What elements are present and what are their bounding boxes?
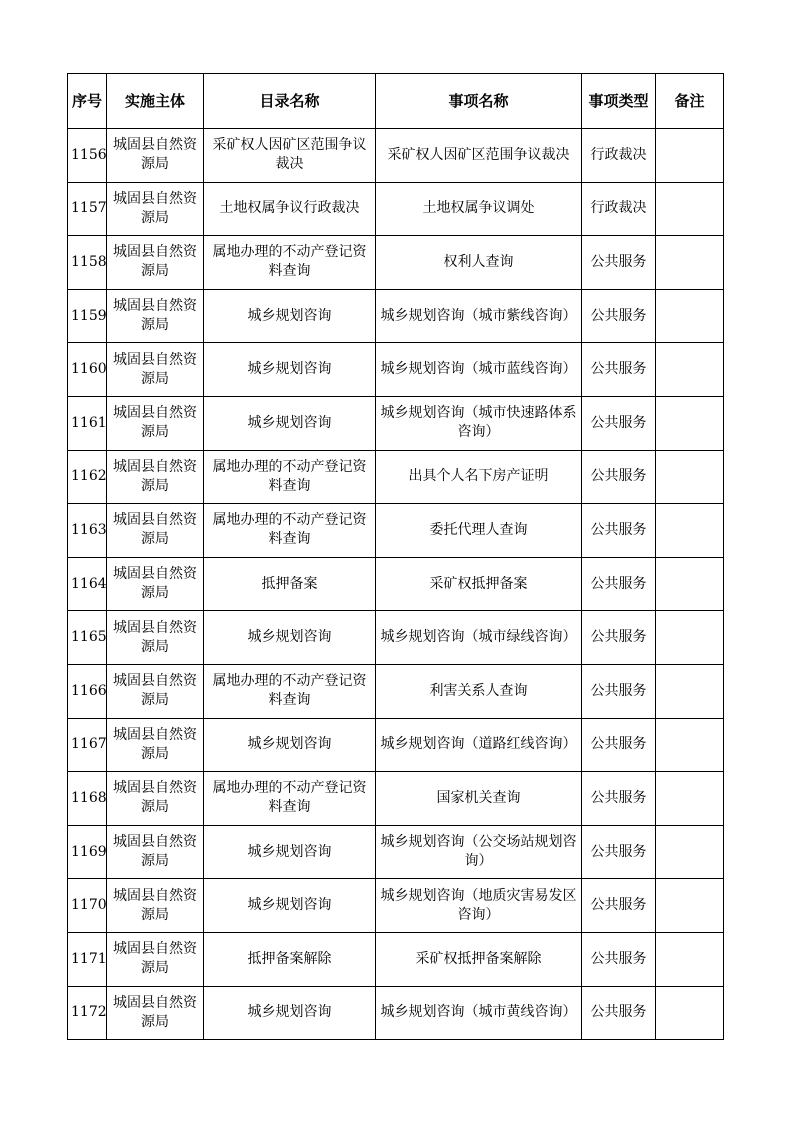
- cell-catalog: 抵押备案: [204, 557, 376, 611]
- cell-entity: 城固县自然资源局: [107, 986, 204, 1040]
- table-row: [68, 772, 724, 826]
- cell-note: [656, 772, 724, 826]
- table-row: [68, 825, 724, 879]
- cell-entity: 城固县自然资源局: [107, 718, 204, 772]
- cell-entity: 城固县自然资源局: [107, 289, 204, 343]
- cell-seq: 1166: [68, 664, 107, 718]
- cell-entity: 城固县自然资源局: [107, 396, 204, 450]
- cell-seq: 1172: [68, 986, 107, 1040]
- cell-entity: 城固县自然资源局: [107, 772, 204, 826]
- header-row: [68, 74, 724, 129]
- table-body: [68, 129, 724, 1040]
- cell-seq: 1164: [68, 557, 107, 611]
- cell-catalog: 城乡规划咨询: [204, 879, 376, 933]
- cell-catalog: 属地办理的不动产登记资料查询: [204, 236, 376, 290]
- cell-item: 城乡规划咨询（城市蓝线咨询）: [376, 343, 582, 397]
- header-catalog: 目录名称: [204, 74, 376, 129]
- cell-note: [656, 289, 724, 343]
- cell-note: [656, 557, 724, 611]
- cell-catalog: 属地办理的不动产登记资料查询: [204, 504, 376, 558]
- cell-catalog: 城乡规划咨询: [204, 396, 376, 450]
- cell-item: 城乡规划咨询（城市黄线咨询）: [376, 986, 582, 1040]
- table-row: [68, 557, 724, 611]
- cell-type: 公共服务: [582, 825, 656, 879]
- cell-type: 公共服务: [582, 557, 656, 611]
- table-row: [68, 396, 724, 450]
- header-entity: 实施主体: [107, 74, 204, 129]
- cell-note: [656, 236, 724, 290]
- cell-catalog: 属地办理的不动产登记资料查询: [204, 664, 376, 718]
- table-row: [68, 289, 724, 343]
- cell-type: 行政裁决: [582, 129, 656, 183]
- cell-entity: 城固县自然资源局: [107, 182, 204, 236]
- header-item: 事项名称: [376, 74, 582, 129]
- cell-item: 城乡规划咨询（公交场站规划咨询）: [376, 825, 582, 879]
- cell-type: 行政裁决: [582, 182, 656, 236]
- cell-entity: 城固县自然资源局: [107, 611, 204, 665]
- table-row: [68, 932, 724, 986]
- cell-entity: 城固县自然资源局: [107, 504, 204, 558]
- cell-item: 城乡规划咨询（城市快速路体系咨询）: [376, 396, 582, 450]
- cell-item: 采矿权人因矿区范围争议裁决: [376, 129, 582, 183]
- cell-note: [656, 611, 724, 665]
- header-note: 备注: [656, 74, 724, 129]
- cell-entity: 城固县自然资源局: [107, 129, 204, 183]
- cell-entity: 城固县自然资源局: [107, 664, 204, 718]
- header-type: 事项类型: [582, 74, 656, 129]
- cell-item: 权利人查询: [376, 236, 582, 290]
- cell-type: 公共服务: [582, 504, 656, 558]
- cell-item: 采矿权抵押备案解除: [376, 932, 582, 986]
- cell-item: 城乡规划咨询（城市绿线咨询）: [376, 611, 582, 665]
- cell-entity: 城固县自然资源局: [107, 450, 204, 504]
- table-row: [68, 718, 724, 772]
- cell-catalog: 城乡规划咨询: [204, 825, 376, 879]
- cell-seq: 1157: [68, 182, 107, 236]
- cell-entity: 城固县自然资源局: [107, 879, 204, 933]
- cell-entity: 城固县自然资源局: [107, 343, 204, 397]
- cell-type: 公共服务: [582, 772, 656, 826]
- matters-table: [67, 73, 724, 1040]
- cell-seq: 1162: [68, 450, 107, 504]
- cell-seq: 1158: [68, 236, 107, 290]
- cell-seq: 1163: [68, 504, 107, 558]
- cell-seq: 1156: [68, 129, 107, 183]
- cell-note: [656, 664, 724, 718]
- table-row: [68, 664, 724, 718]
- cell-note: [656, 986, 724, 1040]
- cell-type: 公共服务: [582, 611, 656, 665]
- cell-type: 公共服务: [582, 879, 656, 933]
- cell-seq: 1168: [68, 772, 107, 826]
- cell-catalog: 城乡规划咨询: [204, 718, 376, 772]
- table-row: [68, 879, 724, 933]
- cell-type: 公共服务: [582, 932, 656, 986]
- table-row: [68, 450, 724, 504]
- cell-catalog: 城乡规划咨询: [204, 289, 376, 343]
- cell-seq: 1161: [68, 396, 107, 450]
- cell-item: 国家机关查询: [376, 772, 582, 826]
- cell-note: [656, 450, 724, 504]
- cell-type: 公共服务: [582, 986, 656, 1040]
- cell-item: 城乡规划咨询（地质灾害易发区咨询）: [376, 879, 582, 933]
- cell-catalog: 属地办理的不动产登记资料查询: [204, 450, 376, 504]
- cell-type: 公共服务: [582, 450, 656, 504]
- cell-seq: 1165: [68, 611, 107, 665]
- cell-item: 出具个人名下房产证明: [376, 450, 582, 504]
- cell-item: 土地权属争议调处: [376, 182, 582, 236]
- cell-catalog: 抵押备案解除: [204, 932, 376, 986]
- table-row: [68, 504, 724, 558]
- cell-type: 公共服务: [582, 664, 656, 718]
- table-row: [68, 343, 724, 397]
- cell-catalog: 土地权属争议行政裁决: [204, 182, 376, 236]
- cell-item: 委托代理人查询: [376, 504, 582, 558]
- cell-seq: 1169: [68, 825, 107, 879]
- cell-catalog: 城乡规划咨询: [204, 986, 376, 1040]
- cell-note: [656, 932, 724, 986]
- table-row: [68, 611, 724, 665]
- cell-type: 公共服务: [582, 718, 656, 772]
- cell-entity: 城固县自然资源局: [107, 932, 204, 986]
- cell-item: 城乡规划咨询（道路红线咨询）: [376, 718, 582, 772]
- cell-catalog: 城乡规划咨询: [204, 343, 376, 397]
- table-row: [68, 129, 724, 183]
- cell-note: [656, 825, 724, 879]
- cell-seq: 1170: [68, 879, 107, 933]
- cell-note: [656, 879, 724, 933]
- table-row: [68, 236, 724, 290]
- cell-entity: 城固县自然资源局: [107, 557, 204, 611]
- cell-catalog: 城乡规划咨询: [204, 611, 376, 665]
- cell-note: [656, 129, 724, 183]
- cell-seq: 1171: [68, 932, 107, 986]
- cell-seq: 1160: [68, 343, 107, 397]
- cell-note: [656, 718, 724, 772]
- cell-item: 利害关系人查询: [376, 664, 582, 718]
- cell-note: [656, 182, 724, 236]
- cell-seq: 1159: [68, 289, 107, 343]
- cell-item: 采矿权抵押备案: [376, 557, 582, 611]
- cell-entity: 城固县自然资源局: [107, 825, 204, 879]
- cell-type: 公共服务: [582, 396, 656, 450]
- cell-note: [656, 396, 724, 450]
- cell-catalog: 属地办理的不动产登记资料查询: [204, 772, 376, 826]
- cell-note: [656, 343, 724, 397]
- cell-type: 公共服务: [582, 343, 656, 397]
- table-row: [68, 986, 724, 1040]
- header-seq: 序号: [68, 74, 107, 129]
- cell-entity: 城固县自然资源局: [107, 236, 204, 290]
- cell-type: 公共服务: [582, 236, 656, 290]
- cell-type: 公共服务: [582, 289, 656, 343]
- table-row: [68, 182, 724, 236]
- cell-seq: 1167: [68, 718, 107, 772]
- cell-catalog: 采矿权人因矿区范围争议裁决: [204, 129, 376, 183]
- cell-note: [656, 504, 724, 558]
- cell-item: 城乡规划咨询（城市紫线咨询）: [376, 289, 582, 343]
